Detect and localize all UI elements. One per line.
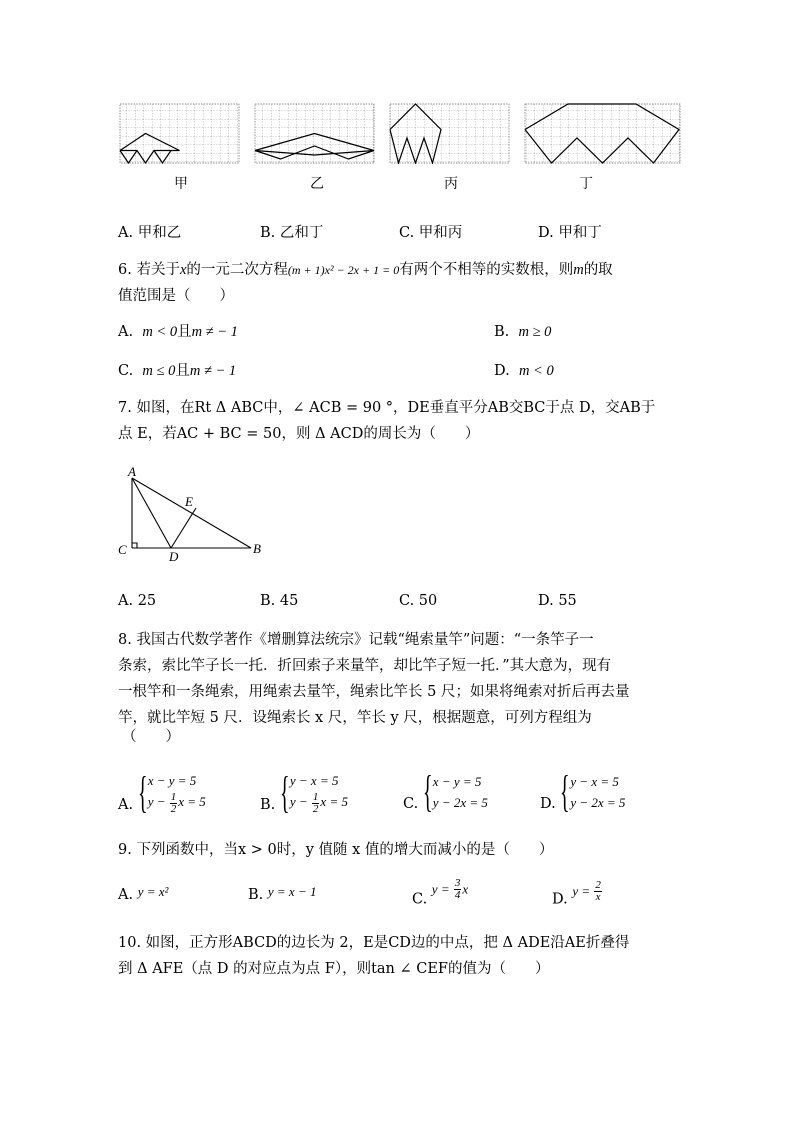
- q9-option-a: A. y = x²: [118, 884, 169, 903]
- q7-option-b: B. 45: [260, 593, 299, 609]
- q6-equation: (m + 1)x² − 2x + 1 = 0: [287, 263, 400, 277]
- q8-stem-line2: 条索，索比竿子长一托．折回索子来量竿，却比竿子短一托．”其大意为，现有: [118, 658, 612, 674]
- vertex-label-a: A: [128, 464, 136, 479]
- vertex-label-c: C: [118, 542, 127, 557]
- q6-option-d: D. m < 0: [494, 363, 554, 379]
- q6-stem-line1: 6. 若关于x的一元二次方程(m + 1)x² − 2x + 1 = 0有两个不相等的实数根，则m的取: [118, 262, 613, 278]
- q8-stem-line3: 一根竿和一条绳索，用绳索去量竿，绳索比竿长 5 尺；如果将绳索对折后再去量: [118, 684, 630, 700]
- q9-stem: 9. 下列函数中，当x > 0时，y 值随 x 值的增大而减小的是（ ）: [118, 842, 554, 858]
- q9-option-d: D. y = $\frac{2}{x}$: [552, 879, 601, 908]
- q10-stem-line2: 到 Δ AFE（点 D 的对应点为点 F），则tan ∠ CEF的值为（ ）: [118, 961, 550, 977]
- figure-label-bing: 丙: [444, 176, 458, 192]
- q6-option-c: C. m ≤ 0且m ≠ − 1: [118, 363, 237, 379]
- q5-figures: [118, 102, 688, 164]
- q8-option-d: D. { y − x = 5 y − 2x = 5: [540, 767, 626, 816]
- q9-option-b: B. y = x − 1: [248, 884, 317, 903]
- q6-stem-line2: 值范围是（ ）: [118, 288, 234, 304]
- figure-ding: [525, 104, 680, 163]
- figure-label-ding: 丁: [579, 176, 593, 192]
- figure-yi: [255, 104, 374, 163]
- q5-option-c: C. 甲和丙: [399, 225, 463, 241]
- q6-option-a: A. m < 0且m ≠ − 1: [118, 324, 238, 340]
- vertex-label-e: E: [185, 494, 193, 509]
- figure-jia: [120, 104, 239, 163]
- q6-option-b: B. m ≥ 0: [494, 324, 552, 340]
- figure-label-yi: 乙: [310, 176, 324, 192]
- q5-option-a: A. 甲和乙: [118, 225, 182, 241]
- q8-option-a: A. { x − y = 5 y − $\frac{1}{2}$ x = 5: [118, 767, 206, 817]
- q7-triangle-figure: [114, 464, 274, 564]
- q7-option-c: C. 50: [399, 593, 438, 609]
- q8-stem-line4: 竿，就比竿短 5 尺．设绳索长 x 尺，竿长 y 尺，根据题意，可列方程组为: [118, 710, 592, 726]
- vertex-label-d: D: [169, 549, 179, 564]
- q9-option-c: C. y = $\frac{3}{4}$ x: [412, 877, 469, 908]
- figure-label-jia: 甲: [174, 176, 188, 192]
- q5-option-b: B. 乙和丁: [260, 225, 324, 241]
- q8-option-b: B. { y − x = 5 y − $\frac{1}{2}$ x = 5: [260, 767, 348, 817]
- q8-stem-line5: （ ）: [122, 729, 180, 745]
- q7-option-d: D. 55: [538, 593, 577, 609]
- q10-stem-line1: 10. 如图，正方形ABCD的边长为 2，E是CD边的中点，把 Δ ADE沿AE折叠得: [118, 935, 630, 951]
- vertex-label-b: B: [253, 541, 261, 556]
- q8-stem-line1: 8. 我国古代数学著作《增删算法统宗》记载“绳索量竿”问题：“一条竿子一: [118, 632, 594, 648]
- q5-option-d: D. 甲和丁: [538, 225, 602, 241]
- q8-option-c: C. { x − y = 5 y − 2x = 5: [403, 767, 488, 816]
- figure-bing: [390, 104, 509, 163]
- q7-option-a: A. 25: [118, 593, 157, 609]
- q7-stem-line1: 7. 如图，在Rt Δ ABC中，∠ ACB = 90 °，DE垂直平分AB交BC于点 D，交AB于: [118, 400, 656, 416]
- q7-stem-line2: 点 E，若AC + BC = 50，则 Δ ACD的周长为（ ）: [118, 426, 480, 442]
